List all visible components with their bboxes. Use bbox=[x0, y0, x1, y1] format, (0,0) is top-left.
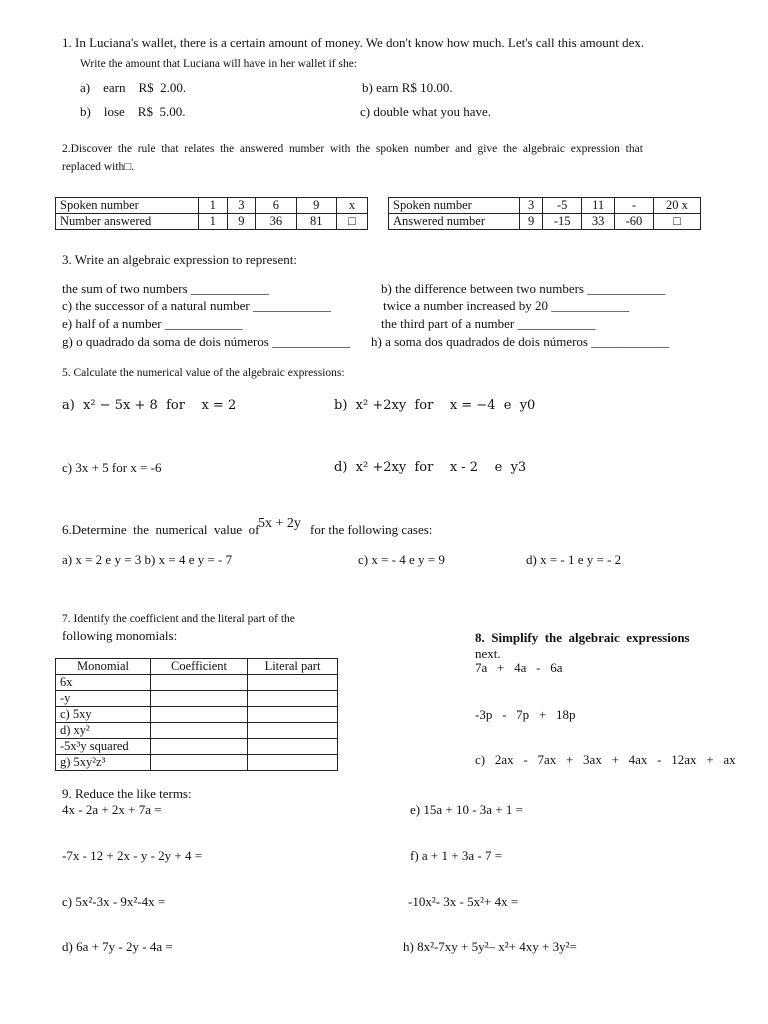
table-cell: 9 bbox=[520, 214, 543, 230]
q9-item-e: e) 15a + 10 - 3a + 1 = bbox=[410, 802, 523, 817]
q7-line1: 7. Identify the coefficient and the literal part of the bbox=[62, 613, 295, 625]
q5-item-a: a) x² − 5x + 8 for x = 2 bbox=[62, 398, 237, 413]
table-row bbox=[56, 691, 338, 707]
q6-item-c: c) x = - 4 e y = 9 bbox=[358, 552, 445, 567]
q3-item-h: h) a soma dos quadrados de dois números ____________ bbox=[371, 334, 670, 349]
table-header-row bbox=[56, 659, 338, 675]
q6-item-d: d) x = - 1 e y = - 2 bbox=[526, 552, 622, 567]
table-cell: x bbox=[336, 198, 367, 214]
q1-item-b-earn: b) earn R$ 10.00. bbox=[362, 80, 453, 95]
q3-item-a: the sum of two numbers ____________ bbox=[62, 281, 269, 296]
table-cell: 36 bbox=[256, 214, 296, 230]
q3-title: 3. Write an algebraic expression to represent: bbox=[62, 252, 297, 267]
q5-item-d: d) x² +2xy for x - 2 e y3 bbox=[334, 460, 527, 475]
table-cell: Spoken number bbox=[389, 198, 520, 214]
table-cell bbox=[151, 739, 248, 755]
table-row bbox=[56, 739, 338, 755]
table-cell: -5 bbox=[543, 198, 582, 214]
table-cell bbox=[248, 755, 338, 771]
table-cell: d) xy² bbox=[56, 723, 151, 739]
q3-item-b: b) the difference between two numbers ____________ bbox=[381, 281, 666, 296]
table-cell bbox=[151, 691, 248, 707]
table-row bbox=[56, 755, 338, 771]
q9-item-h: h) 8x²-7xy + 5y²– x²+ 4xy + 3y²= bbox=[403, 939, 577, 954]
q9-item-d: d) 6a + 7y - 2y - 4a = bbox=[62, 939, 173, 954]
q7-line2: following monomials: bbox=[62, 628, 178, 643]
table-cell: Number answered bbox=[56, 214, 199, 230]
q6-expression: 5x + 2y bbox=[258, 516, 301, 531]
q2-table-2 bbox=[388, 197, 701, 230]
q3-item-c: c) the successor of a natural number ____________ bbox=[62, 298, 331, 313]
q9-item-b: -7x - 12 + 2x - y - 2y + 4 = bbox=[62, 848, 203, 863]
q1-item-c: c) double what you have. bbox=[360, 104, 492, 119]
table-row bbox=[56, 707, 338, 723]
q1-subtitle: Write the amount that Luciana will have in her wallet if she: bbox=[80, 58, 358, 70]
table-cell: 81 bbox=[296, 214, 336, 230]
q7-monomial-table bbox=[55, 658, 338, 771]
q9-item-a: 4x - 2a + 2x + 7a = bbox=[62, 802, 162, 817]
table-cell: Spoken number bbox=[56, 198, 199, 214]
table-cell: Answered number bbox=[389, 214, 520, 230]
q8-expression-3: c) 2ax - 7ax + 3ax + 4ax - 12ax + ax bbox=[475, 752, 736, 767]
table-row bbox=[56, 198, 368, 214]
table-cell: □ bbox=[653, 214, 700, 230]
table-cell bbox=[151, 675, 248, 691]
table-cell: g) 5xy²z³ bbox=[56, 755, 151, 771]
q8-title: 8. Simplify the algebraic expressions bbox=[475, 630, 690, 645]
table-cell: 1 bbox=[199, 214, 228, 230]
table-cell: -5x³y squared bbox=[56, 739, 151, 755]
table-cell: c) 5xy bbox=[56, 707, 151, 723]
q3-item-d: twice a number increased by 20 ____________ bbox=[383, 298, 630, 313]
table-cell: 6x bbox=[56, 675, 151, 691]
table-header: Literal part bbox=[248, 659, 338, 675]
table-cell bbox=[151, 707, 248, 723]
table-cell bbox=[248, 691, 338, 707]
table-header: Monomial bbox=[56, 659, 151, 675]
table-cell: 3 bbox=[520, 198, 543, 214]
q5-item-b: b) x² +2xy for x = −4 e y0 bbox=[334, 398, 536, 413]
q6-item-ab: a) x = 2 e y = 3 b) x = 4 e y = - 7 bbox=[62, 552, 233, 567]
table-cell: - bbox=[614, 198, 653, 214]
q9-item-f: f) a + 1 + 3a - 7 = bbox=[410, 848, 503, 863]
q2-table-1 bbox=[55, 197, 368, 230]
table-row bbox=[56, 214, 368, 230]
q6-title-right: for the following cases: bbox=[310, 522, 433, 537]
table-cell: -60 bbox=[614, 214, 653, 230]
table-cell: 9 bbox=[296, 198, 336, 214]
table-cell bbox=[248, 723, 338, 739]
table-cell: 3 bbox=[227, 198, 256, 214]
table-cell: -15 bbox=[543, 214, 582, 230]
q5-item-c: c) 3x + 5 for x = -6 bbox=[62, 460, 162, 475]
q1-item-a: a) earn R$ 2.00. bbox=[80, 80, 187, 95]
table-cell: 11 bbox=[582, 198, 615, 214]
q9-title: 9. Reduce the like terms: bbox=[62, 786, 192, 801]
table-cell: 6 bbox=[256, 198, 296, 214]
table-row bbox=[56, 723, 338, 739]
q3-item-e: e) half of a number ____________ bbox=[62, 316, 243, 331]
q6-title-left: 6.Determine the numerical value of bbox=[62, 522, 260, 537]
table-cell bbox=[248, 707, 338, 723]
table-header: Coefficient bbox=[151, 659, 248, 675]
table-cell: 20 x bbox=[653, 198, 700, 214]
q1-item-b-lose: b) lose R$ 5.00. bbox=[80, 104, 186, 119]
table-cell bbox=[248, 675, 338, 691]
q9-item-c: c) 5x²-3x - 9x²-4x = bbox=[62, 894, 166, 909]
table-row bbox=[389, 214, 701, 230]
q3-item-g: g) o quadrado da soma de dois números ____________ bbox=[62, 334, 351, 349]
q2-line2: replaced with□. bbox=[62, 161, 135, 173]
table-row bbox=[56, 675, 338, 691]
q8-expression-1: 7a + 4a - 6a bbox=[475, 660, 563, 675]
q2-line1: 2.Discover the rule that relates the answered number with the spoken number and give the algebraic expression that bbox=[62, 143, 643, 155]
q8-expression-2: -3p - 7p + 18p bbox=[475, 707, 576, 722]
table-cell: □ bbox=[336, 214, 367, 230]
q8-next: next. bbox=[475, 646, 501, 661]
q3-item-f: the third part of a number ____________ bbox=[381, 316, 596, 331]
q9-item-g: -10x²- 3x - 5x²+ 4x = bbox=[408, 894, 519, 909]
table-cell bbox=[151, 723, 248, 739]
table-cell bbox=[248, 739, 338, 755]
table-cell: -y bbox=[56, 691, 151, 707]
table-cell: 1 bbox=[199, 198, 228, 214]
table-cell: 9 bbox=[227, 214, 256, 230]
table-cell: 33 bbox=[582, 214, 615, 230]
table-row bbox=[389, 198, 701, 214]
q1-title: 1. In Luciana's wallet, there is a certain amount of money. We don't know how much. Let's call this amount dex. bbox=[62, 35, 645, 50]
q5-title: 5. Calculate the numerical value of the algebraic expressions: bbox=[62, 367, 345, 379]
table-cell bbox=[151, 755, 248, 771]
